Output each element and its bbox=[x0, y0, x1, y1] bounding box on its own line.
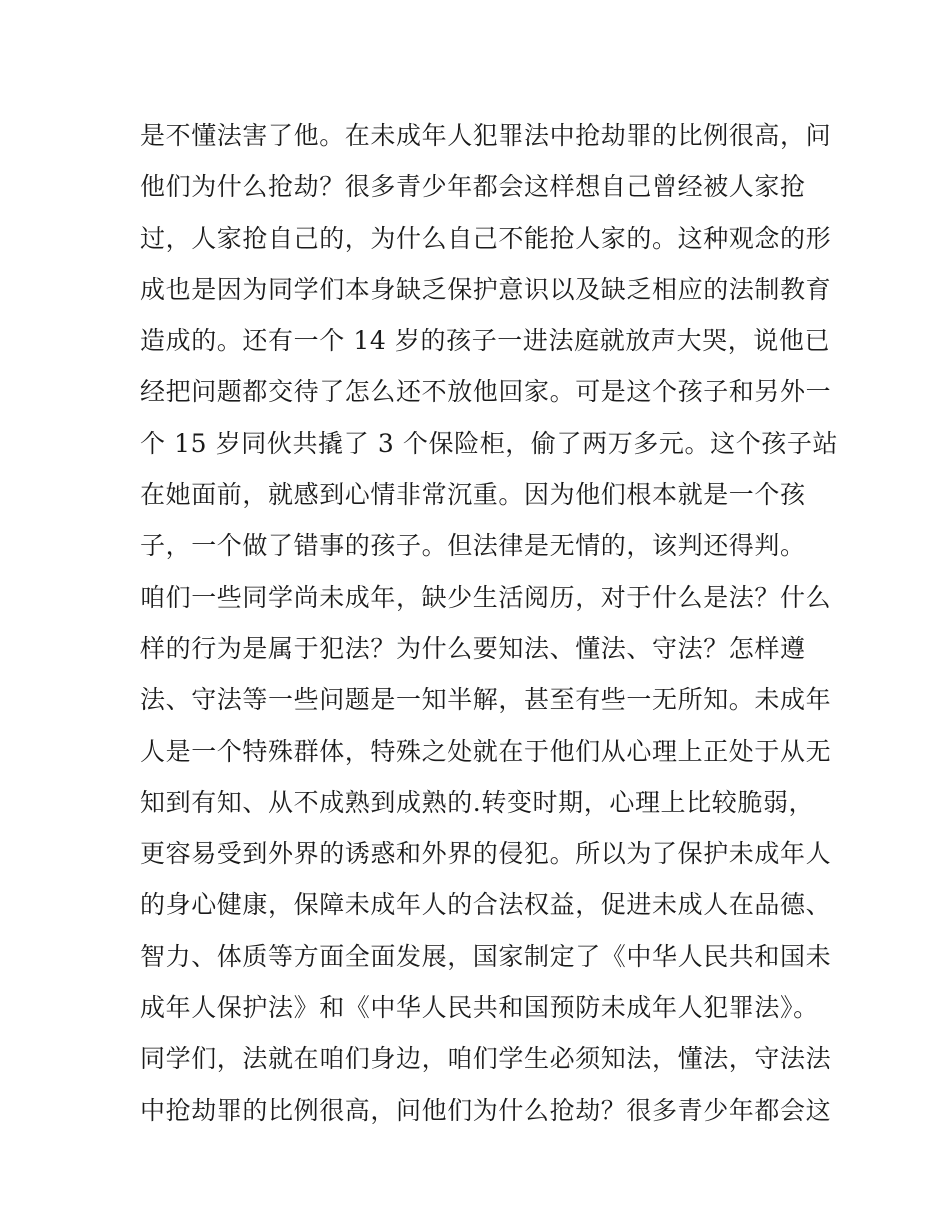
text-line: 咱们一些同学尚未成年，缺少生活阅历，对于什么是法？什么 bbox=[140, 582, 832, 612]
text-line: 子，一个做了错事的孩子。但法律是无情的，该判还得判。 bbox=[140, 531, 806, 561]
text-line: 同学们，法就在咱们身边，咱们学生必须知法，懂法，守法法 bbox=[140, 1044, 832, 1074]
text-line: 他们为什么抢劫？很多青少年都会这样想自己曾经被人家抢 bbox=[140, 172, 806, 202]
text-line: 是不懂法害了他。在未成年人犯罪法中抢劫罪的比例很高，问 bbox=[140, 121, 832, 150]
text-line: 中抢劫罪的比例很高，问他们为什么抢劫？很多青少年都会这 bbox=[140, 1095, 832, 1125]
text-line: 人是一个特殊群体，特殊之处就在于他们从心理上正处于从无 bbox=[140, 736, 832, 766]
text-line: 造成的。还有一个 14 岁的孩子一进法庭就放声大哭，说他已 bbox=[140, 326, 831, 356]
text-line: 成年人保护法》和《中华人民共和国预防未成年人犯罪法》。 bbox=[140, 993, 819, 1023]
text-line: 成也是因为同学们本身缺乏保护意识以及缺乏相应的法制教育 bbox=[140, 274, 832, 304]
text-line: 过，人家抢自己的，为什么自己不能抢人家的。这种观念的形 bbox=[140, 223, 832, 253]
text-line: 法、守法等一些问题是一知半解，甚至有些一无所知。未成年 bbox=[140, 685, 832, 715]
text-line: 样的行为是属于犯法？为什么要知法、懂法、守法？怎样遵 bbox=[140, 633, 806, 663]
text-line: 的身心健康，保障未成年人的合法权益，促进未成人在品德、 bbox=[140, 890, 832, 920]
text-line: 在她面前，就感到心情非常沉重。因为他们根本就是一个孩 bbox=[140, 480, 806, 510]
body-text bbox=[140, 110, 839, 1136]
text-line: 个 15 岁同伙共撬了 3 个保险柜，偷了两万多元。这个孩子站 bbox=[140, 428, 839, 458]
text-line: 更容易受到外界的诱惑和外界的侵犯。所以为了保护未成年人 bbox=[140, 839, 832, 869]
text-line: 知到有知、从不成熟到成熟的.转变时期，心理上比较脆弱， bbox=[140, 787, 815, 817]
text-line: 智力、体质等方面全面发展，国家制定了《中华人民共和国未 bbox=[140, 941, 832, 971]
text-line: 经把问题都交待了怎么还不放他回家。可是这个孩子和另外一 bbox=[140, 377, 832, 407]
